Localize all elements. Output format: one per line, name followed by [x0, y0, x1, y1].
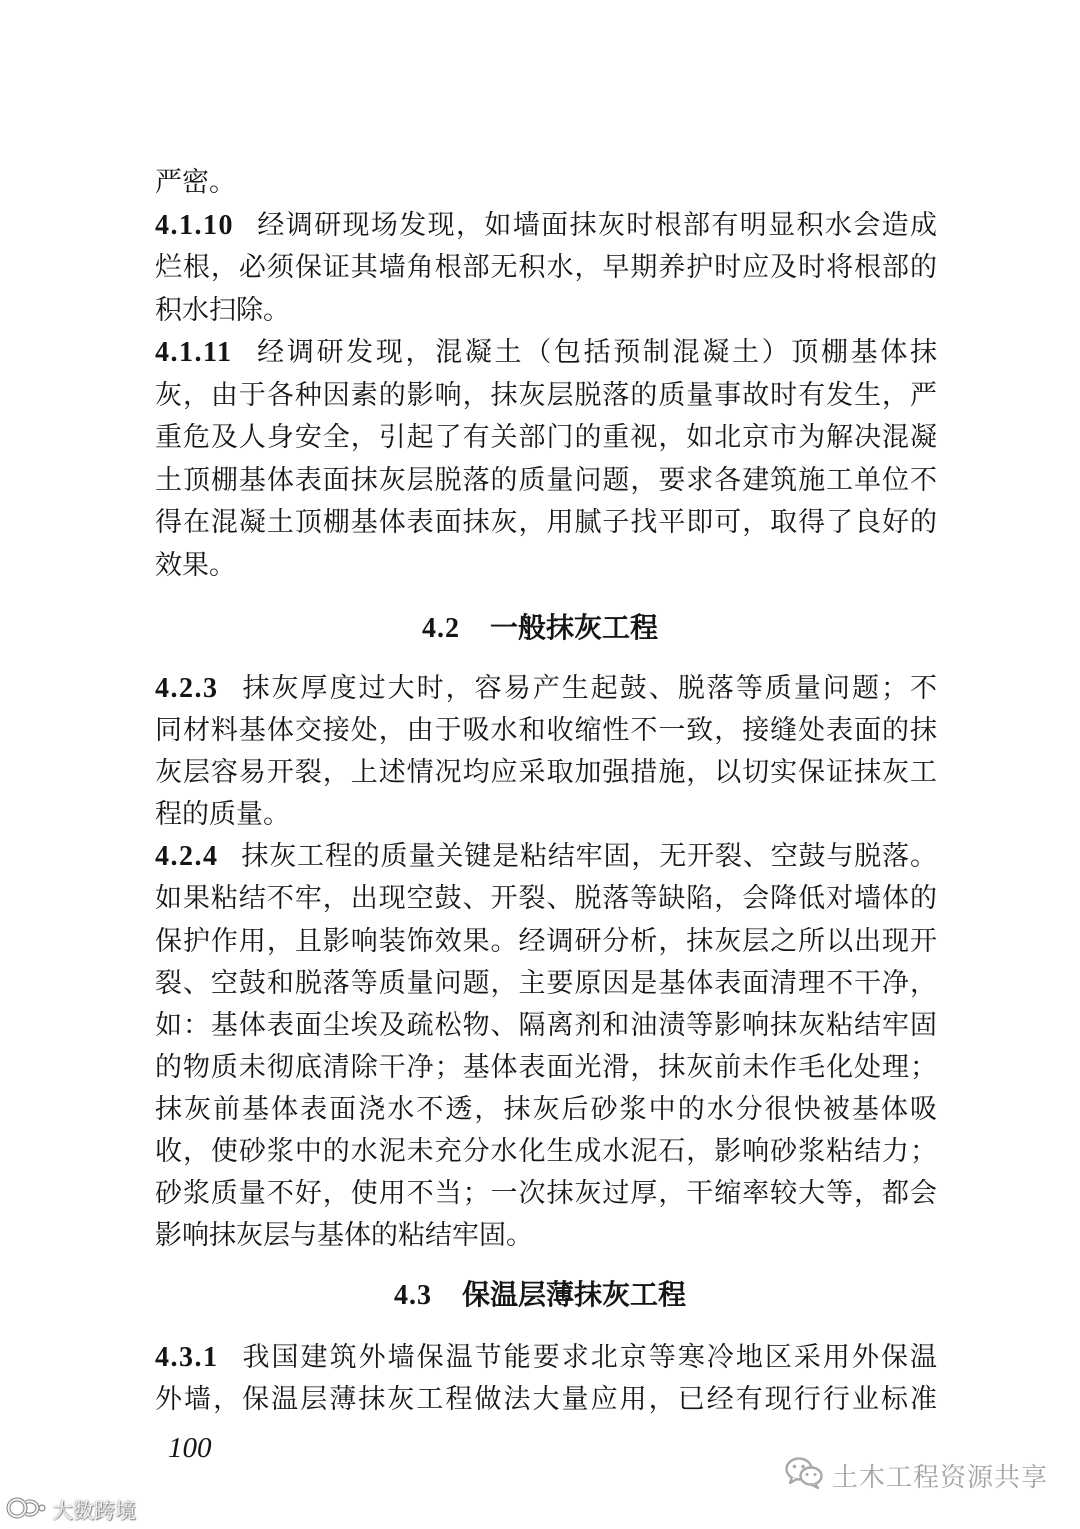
text-line: 灰，由于各种因素的影响，抹灰层脱落的质量事故时有发生，严: [155, 379, 937, 411]
text-line: 程的质量。: [155, 799, 290, 831]
clause-number: 4.1.10: [155, 209, 234, 241]
clause-4-2-3-first-line: [155, 668, 937, 710]
section-heading-4-3: [0, 1275, 1080, 1315]
text-line: 裂、空鼓和脱落等质量问题，主要原因是基体表面清理不干净，: [155, 967, 937, 999]
text-line: 积水扫除。: [155, 294, 290, 326]
clause-number: 4.1.11: [155, 337, 233, 368]
clause-number: 4.2.4: [155, 841, 219, 873]
section-title: 一般抹灰工程: [489, 611, 658, 644]
page-number: 100: [168, 1432, 212, 1464]
section-title: 保温层薄抹灰工程: [461, 1278, 686, 1311]
text-line: 保护作用，且影响装饰效果。经调研分析，抹灰层之所以出现开: [155, 925, 937, 957]
text-line: 烂根，必须保证其墙角根部无积水，早期养护时应及时将根部的: [155, 252, 937, 283]
text-line: 收，使砂浆中的水泥未充分水化生成水泥石，影响砂浆粘结力；: [155, 1136, 937, 1168]
text-line: 得在混凝土顶棚基体表面抹灰，用腻子找平即可，取得了良好的: [155, 507, 937, 538]
text-line: 抹灰厚度过大时，容易产生起鼓、脱落等质量问题；不: [240, 673, 937, 704]
clause-4-1-10-first-line: [155, 205, 937, 248]
text-line: 如果粘结不牢，出现空鼓、开裂、脱落等缺陷，会降低对墙体的: [155, 883, 937, 915]
text-line: 抹灰工程的质量关键是粘结牢固，无开裂、空鼓与脱落。: [240, 841, 937, 873]
section-heading-4-2: [0, 608, 1080, 648]
text-line: 影响抹灰层与基体的粘结牢固。: [155, 1220, 533, 1252]
text-line: 效果。: [155, 549, 236, 581]
brand-name: 大数跨境: [52, 1499, 136, 1523]
text-block-section-4-3: [155, 1337, 937, 1421]
clause-number: 4.3.1: [155, 1342, 219, 1373]
section-number: 4.2: [421, 613, 460, 644]
text-line: 经调研现场发现，如墙面抹灰时根部有明显积水会造成: [256, 209, 937, 241]
text-line: 土顶棚基体表面抹灰层脱落的质量问题，要求各建筑施工单位不: [155, 464, 937, 496]
brand-logo-icon: [6, 1496, 48, 1524]
text-line: 灰层容易开裂，上述情况均应采取加强措施，以切实保证抹灰工: [155, 757, 937, 789]
text-line: 抹灰前基体表面浇水不透，抹灰后砂浆中的水分很快被基体吸: [155, 1093, 937, 1125]
section-number: 4.3: [393, 1280, 432, 1311]
wechat-icon: [784, 1456, 824, 1494]
text-line: 严密。: [155, 167, 236, 198]
clause-number: 4.2.3: [155, 673, 219, 704]
wechat-account-name: 土木工程资源共享: [832, 1462, 1049, 1493]
text-line: 的物质未彻底清除干净；基体表面光滑，抹灰前未作毛化处理；: [155, 1051, 937, 1083]
text-line: 经调研发现，混凝土（包括预制混凝土）顶棚基体抹: [254, 337, 937, 368]
text-block-section-4-1: [155, 162, 937, 587]
text-line: 如：基体表面尘埃及疏松物、隔离剂和油渍等影响抹灰粘结牢固: [155, 1009, 937, 1041]
text-line: 砂浆质量不好，使用不当；一次抹灰过厚，干缩率较大等，都会: [155, 1178, 937, 1210]
text-line: 我国建筑外墙保温节能要求北京等寒冷地区采用外保温: [240, 1342, 937, 1373]
text-line: 外墙，保温层薄抹灰工程做法大量应用，已经有现行行业标准: [155, 1384, 937, 1415]
text-block-section-4-2: [155, 668, 937, 1257]
text-line: 同材料基体交接处，由于吸水和收缩性不一致，接缝处表面的抹: [155, 715, 937, 747]
brand-watermark: [6, 1497, 136, 1523]
clause-4-2-4-first-line: [155, 836, 937, 878]
clause-4-3-1-first-line: [155, 1337, 937, 1379]
clause-4-1-11-first-line: [155, 332, 937, 375]
wechat-watermark: [784, 1456, 1048, 1494]
text-line: 重危及人身安全，引起了有关部门的重视，如北京市为解决混凝: [155, 422, 937, 453]
